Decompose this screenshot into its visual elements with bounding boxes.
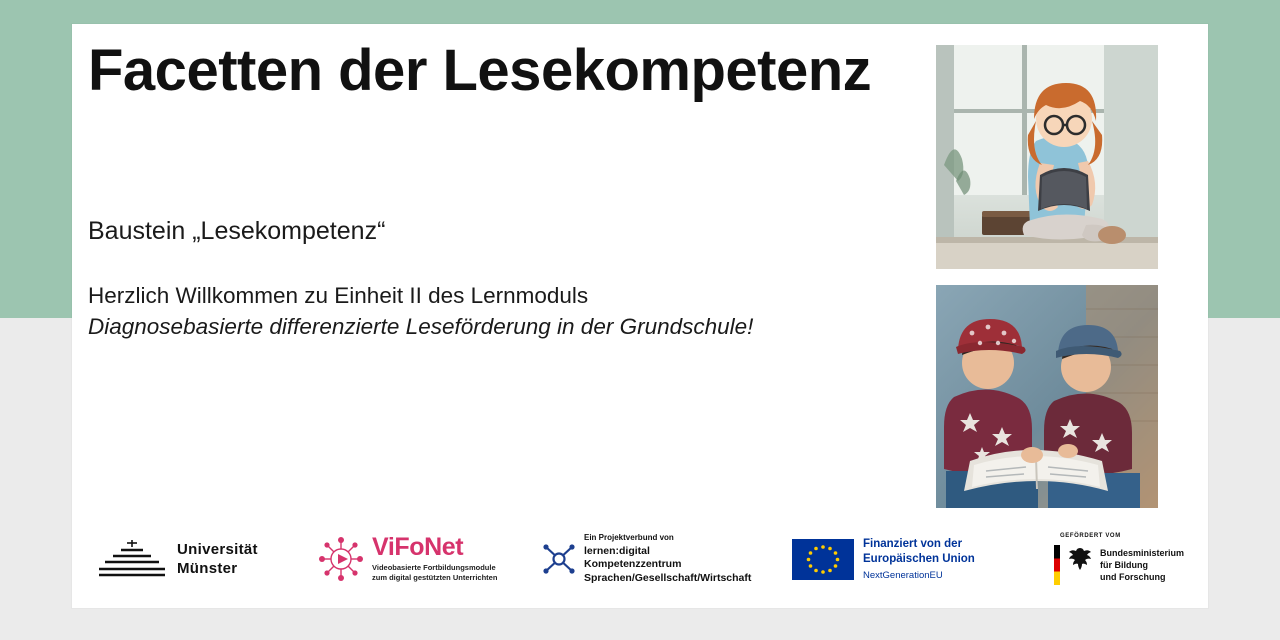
- vifonet-tagline-1: Videobasierte Fortbildungsmodule: [372, 562, 496, 572]
- bmbf-line-3: und Forschung: [1100, 572, 1166, 583]
- two-children-illustration: [936, 285, 1158, 508]
- bmbf-top-line: GEFÖRDERT VOM: [1060, 533, 1121, 539]
- logo-bmbf: [1032, 519, 1185, 599]
- eu-flag-icon: [792, 539, 854, 580]
- vifonet-tagline: [372, 563, 497, 583]
- university-crest-icon: [97, 538, 167, 580]
- bmbf-line-2: für Bildung: [1100, 560, 1148, 571]
- welcome-text: [88, 280, 918, 342]
- girl-reading-illustration: [936, 45, 1158, 269]
- bmbf-line-1: Bundesministerium: [1100, 548, 1185, 558]
- german-flag-bar-icon: [1054, 545, 1060, 585]
- logo-row: [72, 519, 1208, 599]
- university-line-1: Universität: [177, 540, 258, 558]
- logo-universitaet-muenster: [97, 519, 312, 599]
- vifonet-tagline-2: zum digital gestützten Unterrichten: [372, 573, 498, 582]
- lernen-digital-top-line: Ein Projektverbund von: [584, 533, 674, 543]
- girl-reading-photo: [936, 45, 1158, 269]
- welcome-line-2: Diagnosebasierte differenzierte Leseförderung in der Grundschule!: [88, 314, 754, 340]
- logo-vifonet: [317, 519, 507, 599]
- university-line-2: Münster: [177, 560, 238, 577]
- logo-european-union: [792, 519, 992, 599]
- lernen-digital-line-1: lernen:digital: [584, 544, 650, 557]
- logo-lernen-digital: [542, 519, 752, 599]
- eu-line-2: Europäischen Union: [863, 553, 975, 565]
- slide-subtitle: Baustein „Lesekompetenz“: [88, 217, 386, 245]
- eu-line-3: NextGenerationEU: [863, 569, 943, 581]
- eu-stars: [792, 539, 854, 580]
- slide-card: [72, 24, 1208, 608]
- two-children-reading-photo: [936, 285, 1158, 508]
- university-wordmark: [177, 540, 258, 578]
- lernen-digital-line-3: Sprachen/Gesellschaft/Wirtschaft: [584, 571, 752, 584]
- welcome-line-1: Herzlich Willkommen zu Einheit II des Lernmoduls: [88, 283, 589, 308]
- federal-eagle-icon: [1067, 545, 1093, 571]
- vifonet-network-icon: [317, 535, 365, 583]
- vifonet-wordmark: ViFoNet: [372, 532, 464, 561]
- lernen-digital-line-2: Kompetenzzentrum: [584, 558, 682, 571]
- eu-line-1: Finanziert von der: [863, 538, 963, 551]
- slide-title: Facetten der Lesekompetenz: [88, 38, 872, 103]
- lernen-digital-mark-icon: [542, 539, 576, 579]
